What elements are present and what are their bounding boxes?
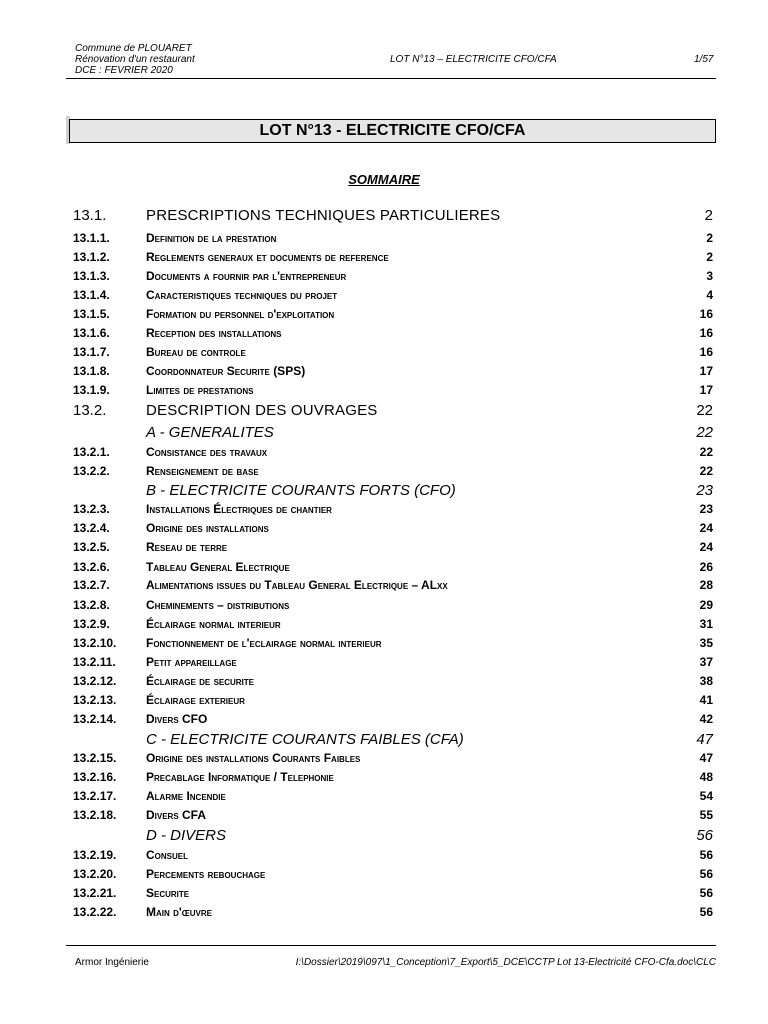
toc-entry-title: Renseignement de base	[146, 464, 259, 478]
toc-entry-page: 47	[696, 731, 713, 748]
toc-entry-number: 13.1.9.	[73, 383, 110, 397]
header-divider	[66, 78, 716, 79]
toc-entry-page: 2	[706, 231, 713, 245]
toc-entry-page: 47	[699, 751, 713, 765]
toc-entry-number: 13.1.5.	[73, 307, 110, 321]
toc-entry-number: 13.1.3.	[73, 269, 110, 283]
toc-entry-page: 29	[699, 598, 713, 612]
toc-entry-number: 13.2.20.	[73, 867, 117, 881]
toc-entry-number: 13.2.10.	[73, 636, 117, 650]
toc-entry-page: 22	[699, 445, 713, 459]
toc-entry-title: Origine des installations	[146, 521, 269, 535]
toc-entry-page: 22	[699, 464, 713, 478]
toc-entry-page: 24	[699, 521, 713, 535]
toc-entry-page: 17	[699, 364, 713, 378]
toc-entry-page: 16	[699, 307, 713, 321]
toc-entry-number: 13.2.14.	[73, 712, 117, 726]
toc-entry-title: Reseau de terre	[146, 540, 228, 554]
toc-entry-title: Documents a fournir par l'entrepreneur	[146, 269, 347, 283]
toc-entry-page: 56	[699, 848, 713, 862]
toc-entry-page: 38	[699, 674, 713, 688]
toc-entry-page: 41	[699, 693, 713, 707]
toc-entry-page: 3	[706, 269, 713, 283]
toc-entry-title: Origine des installations Courants Faibles	[146, 751, 361, 765]
toc-entry-page: 17	[699, 383, 713, 397]
toc-entry-number: 13.1.1.	[73, 231, 110, 245]
footer-company: Armor Ingénierie	[75, 957, 149, 968]
document-title: LOT N°13 - ELECTRICITE CFO/CFA	[69, 119, 716, 143]
toc-entry-number: 13.1.6.	[73, 326, 110, 340]
toc-entry-title: PRESCRIPTIONS TECHNIQUES PARTICULIERES	[146, 207, 501, 224]
header-client	[75, 43, 195, 76]
toc-entry-title: Main d'œuvre	[146, 905, 212, 919]
toc-entry-title: Precablage Informatique / Telephonie	[146, 770, 334, 784]
toc-entry-title: DESCRIPTION DES OUVRAGES	[146, 402, 378, 419]
toc-entry-page: 23	[696, 482, 713, 499]
toc-entry-number: 13.2.11.	[73, 655, 116, 669]
toc-entry-page: 55	[699, 808, 713, 822]
toc-entry-title: Definition de la prestation	[146, 231, 277, 245]
toc-entry-page: 54	[699, 789, 713, 803]
toc-entry-title: Divers CFA	[146, 808, 207, 822]
toc-entry-page: 28	[699, 578, 713, 592]
toc-entry-title: Divers CFO	[146, 712, 208, 726]
toc-entry-title: Tableau General Electrique	[146, 560, 290, 574]
toc-entry-title: Percements rebouchage	[146, 867, 266, 881]
toc-entry-page: 37	[699, 655, 713, 669]
toc-entry-number: 13.2.5.	[73, 540, 110, 554]
toc-entry-page: 16	[699, 345, 713, 359]
sommaire-heading: SOMMAIRE	[348, 172, 420, 187]
toc-entry-title: Limites de prestations	[146, 383, 254, 397]
toc-entry-number: 13.2.9.	[73, 617, 110, 631]
toc-entry-number: 13.2.19.	[73, 848, 117, 862]
toc-entry-number: 13.2.22.	[73, 905, 117, 919]
header-phase: DCE : FEVRIER 2020	[75, 65, 173, 76]
toc-entry-number: 13.2.15.	[73, 751, 117, 765]
toc-entry-title: Alimentations issues du Tableau General Electrique – ALxx	[146, 578, 448, 592]
toc-entry-title: Cheminements – distributions	[146, 598, 290, 612]
header-page-number: 1/57	[694, 54, 714, 65]
toc-entry-title: Caracteristiques techniques du projet	[146, 288, 338, 302]
toc-entry-page: 23	[699, 502, 713, 516]
toc-entry-title: Petit appareillage	[146, 655, 237, 669]
toc-entry-number: 13.1.4.	[73, 288, 110, 302]
toc-entry-number: 13.1.2.	[73, 250, 110, 264]
toc-entry-page: 56	[699, 905, 713, 919]
toc-entry-page: 2	[704, 207, 713, 224]
toc-entry-number: 13.2.17.	[73, 789, 117, 803]
toc-entry-page: 42	[699, 712, 713, 726]
toc-entry-page: 31	[699, 617, 713, 631]
toc-entry-page: 56	[699, 867, 713, 881]
toc-entry-number: 13.2.7.	[73, 578, 110, 592]
toc-entry-page: 48	[699, 770, 713, 784]
toc-entry-title: Éclairage normal interieur	[146, 617, 281, 631]
toc-entry-title: Securite	[146, 886, 190, 900]
toc-entry-page: 35	[699, 636, 713, 650]
toc-entry-title: C - ELECTRICITE COURANTS FAIBLES (CFA)	[146, 731, 464, 748]
toc-entry-number: 13.2.13.	[73, 693, 117, 707]
toc-entry-title: Consuel	[146, 848, 189, 862]
toc-entry-number: 13.2.2.	[73, 464, 110, 478]
toc-entry-title: Éclairage de securite	[146, 674, 255, 688]
toc-entry-number: 13.2.3.	[73, 502, 110, 516]
footer-divider	[66, 945, 716, 946]
toc-entry-title: D - DIVERS	[146, 827, 227, 844]
toc-entry-number: 13.2.21.	[73, 886, 117, 900]
toc-entry-title: Consistance des travaux	[146, 445, 268, 459]
toc-entry-page: 16	[699, 326, 713, 340]
toc-entry-number: 13.2.4.	[73, 521, 110, 535]
toc-entry-title: Formation du personnel d'exploitation	[146, 307, 335, 321]
toc-entry-number: 13.1.7.	[73, 345, 110, 359]
toc-entry-page: 24	[699, 540, 713, 554]
header-commune: Commune de PLOUARET	[75, 43, 192, 54]
header-project: Rénovation d'un restaurant	[75, 54, 195, 65]
toc-entry-title: Alarme Incendie	[146, 789, 226, 803]
toc-entry-number: 13.2.1.	[73, 445, 110, 459]
toc-entry-number: 13.2.12.	[73, 674, 117, 688]
toc-entry-number: 13.2.8.	[73, 598, 110, 612]
toc-entry-number: 13.2.6.	[73, 560, 110, 574]
footer-file-path: I:\Dossier\2019\097\1_Conception\7_Export\5_DCE\CCTP Lot 13-Electricité CFO-Cfa.doc\CLC	[295, 957, 716, 968]
toc-entry-title: B - ELECTRICITE COURANTS FORTS (CFO)	[146, 482, 456, 499]
toc-entry-title: Reception des installations	[146, 326, 282, 340]
toc-entry-page: 56	[699, 886, 713, 900]
toc-entry-page: 22	[696, 402, 713, 419]
toc-entry-title: A - GENERALITES	[146, 424, 274, 441]
toc-entry-number: 13.2.18.	[73, 808, 117, 822]
toc-entry-title: Bureau de controle	[146, 345, 246, 359]
toc-entry-number: 13.2.	[73, 402, 107, 419]
toc-entry-number: 13.1.8.	[73, 364, 110, 378]
toc-entry-page: 4	[706, 288, 713, 302]
toc-entry-title: Fonctionnement de l'eclairage normal interieur	[146, 636, 382, 650]
toc-entry-title: Coordonnateur Securite (SPS)	[146, 364, 306, 378]
header-lot: LOT N°13 – ELECTRICITE CFO/CFA	[390, 54, 557, 65]
toc-entry-number: 13.2.16.	[73, 770, 117, 784]
toc-entry-title: Installations Électriques de chantier	[146, 502, 332, 516]
toc-entry-number: 13.1.	[73, 207, 107, 224]
toc-entry-title: Éclairage exterieur	[146, 693, 245, 707]
toc-entry-page: 26	[699, 560, 713, 574]
toc-entry-title: Reglements generaux et documents de reference	[146, 250, 389, 264]
toc-entry-page: 22	[696, 424, 713, 441]
toc-entry-page: 2	[706, 250, 713, 264]
toc-entry-page: 56	[696, 827, 713, 844]
